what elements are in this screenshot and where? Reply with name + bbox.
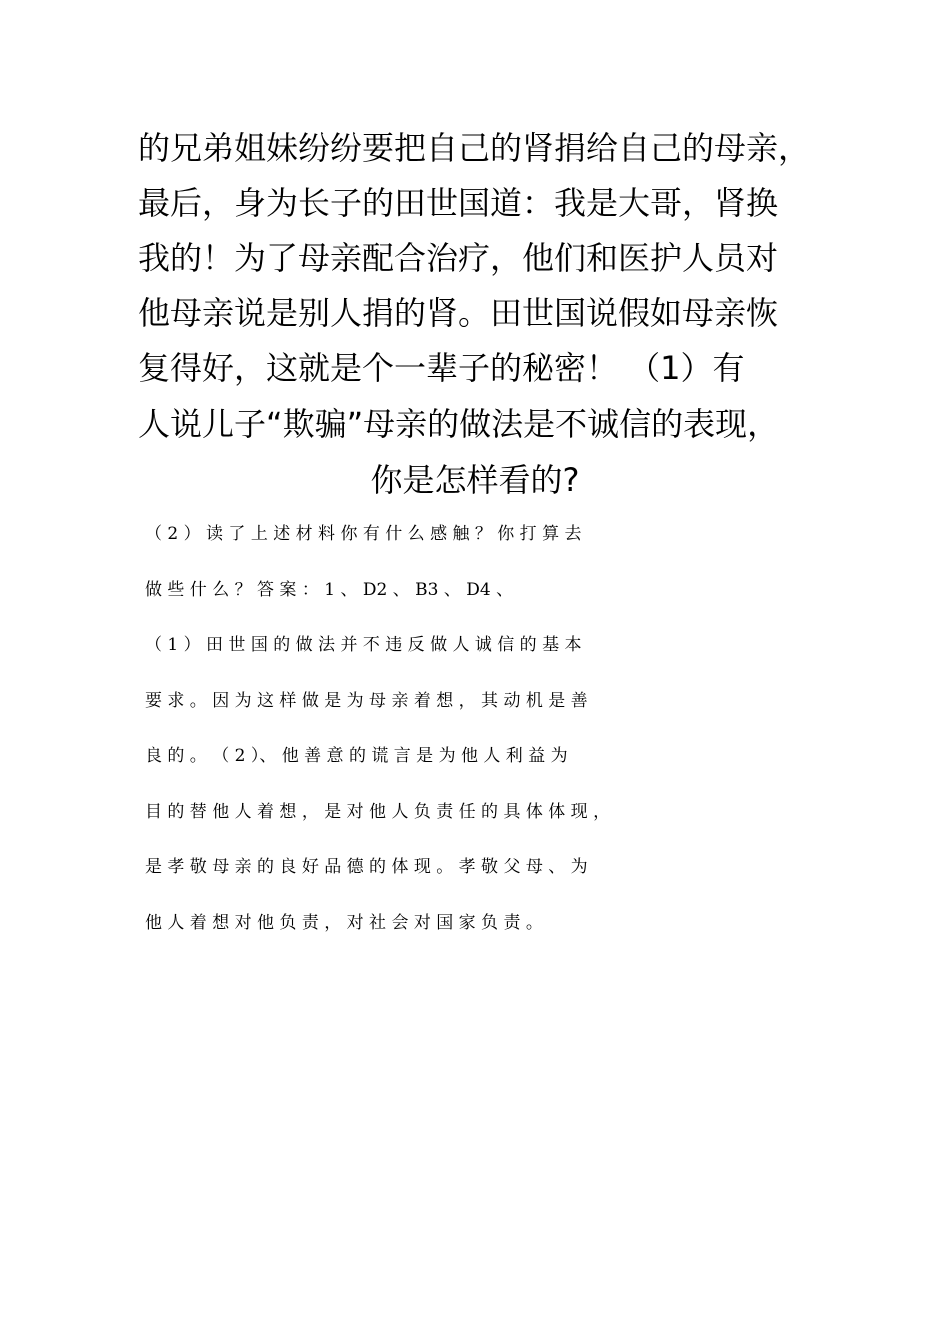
answer-text-line: （ 1 ） 田 世 国 的 做 法 并 不 违 反 做 人 诚 信 的 基 本 bbox=[145, 635, 582, 655]
body-text-line: 的兄弟姐妹纷纷要把自己的肾捐给自己的母亲， bbox=[138, 129, 811, 167]
answer-text-line: 他 人 着 想 对 他 负 责 ， 对 社 会 对 国 家 负 责 。 bbox=[145, 913, 543, 933]
answer-text-line: 良 的 。 （ 2 ）、 他 善 意 的 谎 言 是 为 他 人 利 益 为 bbox=[145, 746, 568, 766]
answer-text-line: （ 2 ） 读 了 上 述 材 料 你 有 什 么 感 触 ？ 你 打 算 去 bbox=[145, 524, 582, 544]
body-text-line: 他母亲说是别人捐的肾。田世国说假如母亲恢 bbox=[138, 294, 779, 332]
answer-text-line: 要 求 。 因 为 这 样 做 是 为 母 亲 着 想 ， 其 动 机 是 善 bbox=[145, 691, 588, 711]
body-text-line: 复得好，这就是个一辈子的秘密！ （1）有 bbox=[138, 349, 745, 387]
question-line: 你是怎样看的? bbox=[370, 461, 580, 499]
body-text-line: 最后，身为长子的田世国道：我是大哥，肾换 bbox=[138, 184, 779, 222]
body-text-line: 人说儿子“欺骗”母亲的做法是不诚信的表现， bbox=[138, 405, 780, 443]
answer-text-line: 目 的 替 他 人 着 想 ， 是 对 他 人 负 责 任 的 具 体 体 现 ， bbox=[145, 802, 611, 822]
answer-text-line: 是 孝 敬 母 亲 的 良 好 品 德 的 体 现 。 孝 敬 父 母 、 为 bbox=[145, 857, 588, 877]
answer-text-line: 做 些 什 么 ？ 答 案 ： 1 、 D2 、 B3 、 D4 、 bbox=[145, 580, 514, 600]
body-text-line: 我的！为了母亲配合治疗，他们和医护人员对 bbox=[138, 239, 779, 277]
